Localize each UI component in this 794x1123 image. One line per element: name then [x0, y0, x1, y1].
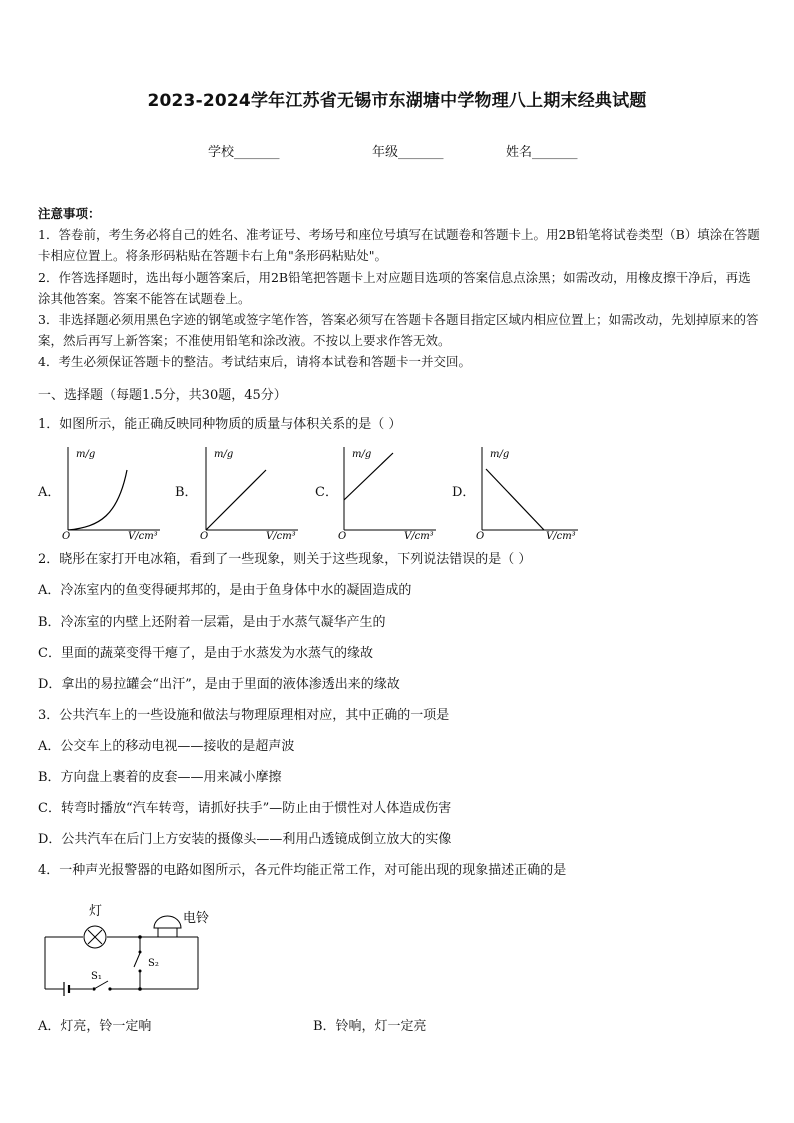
q1-graph-c: [336, 445, 441, 540]
notes-item-2: 2．作答选择题时，选出每小题答案后，用2B铅笔把答题卡上对应题目选项的答案信息点涂黑；如需改动，用橡皮擦干净后，再选涂其他答案。答案不能答在试题卷上。: [38, 269, 751, 306]
bell-icon: [154, 916, 181, 928]
q4-stem: 4．一种声光报警器的电路如图所示，各元件均能正常工作，对可能出现的现象描述正确的是: [38, 863, 567, 878]
q1-graph-b: [198, 445, 303, 540]
notes-item-3: 3．非选择题必须用黑色字迹的钢笔或签字笔作答，答案必须写在答题卡各题目指定区域内相应位置上；如需改动，先划掉原来的答案，然后再写上新答案；不准使用铅笔和涂改液。不按以上要求作答无效。: [38, 312, 759, 349]
q1-option-c-label: C．: [315, 485, 338, 500]
q4-option-b: B．铃响，灯一定亮: [313, 1019, 427, 1034]
q1-b-xlabel: V/cm³: [266, 531, 296, 540]
s2-label: S₂: [148, 958, 159, 969]
q3-option-a: A．公交车上的移动电视——接收的是超声波: [38, 739, 295, 754]
q1-a-ylabel: m/g: [76, 449, 96, 460]
q4-circuit-diagram: [38, 895, 218, 1000]
q2-option-b: B．冷冻室的内壁上还附着一层霜，是由于水蒸气凝华产生的: [38, 615, 386, 630]
school-field: 学校_______: [208, 145, 280, 160]
q3-option-b: B．方向盘上裹着的皮套——用来减小摩擦: [38, 770, 282, 785]
q1-d-xlabel: V/cm³: [546, 531, 576, 540]
q1-graph-a: [60, 445, 165, 540]
q1-a-xlabel: V/cm³: [128, 531, 158, 540]
q1-d-ylabel: m/g: [490, 449, 510, 460]
q1-option-d-label: D．: [452, 485, 476, 500]
q1-d-origin: O: [476, 531, 485, 540]
notes-item-1: 1．答卷前，考生务必将自己的姓名、准考证号、考场号和座位号填写在试题卷和答题卡上。用2B铅笔将试卷类型（B）填涂在答题卡相应位置上。将条形码粘贴在答题卡右上角"条形码粘贴处"。: [38, 227, 760, 264]
notes-item-4: 4．考生必须保证答题卡的整洁。考试结束后，请将本试卷和答题卡一并交回。: [38, 354, 471, 370]
q1-a-origin: O: [62, 531, 71, 540]
q2-option-c: C．里面的蔬菜变得干瘪了，是由于水蒸发为水蒸气的缘故: [38, 646, 373, 661]
section-heading: 一、选择题（每题1.5分，共30题，45分）: [38, 388, 287, 403]
q1-option-a-label: A．: [38, 485, 61, 500]
q2-stem: 2．晓彤在家打开电冰箱，看到了一些现象，则关于这些现象，下列说法错误的是（ ）: [38, 552, 532, 567]
switch-s2: [134, 953, 140, 967]
q3-option-c: C．转弯时播放“汽车转弯，请抓好扶手”—防止由于惯性对人体造成伤害: [38, 801, 452, 816]
q1-stem: 1．如图所示，能正确反映同种物质的质量与体积关系的是（ ）: [38, 417, 402, 432]
q1-c-xlabel: V/cm³: [404, 531, 434, 540]
lamp-label: 灯: [89, 904, 103, 919]
notes-block: [38, 203, 760, 373]
q2-option-d: D．拿出的易拉罐会“出汗”，是由于里面的液体渗透出来的缘故: [38, 677, 400, 692]
q3-option-d: D．公共汽车在后门上方安装的摄像头——利用凸透镜成倒立放大的实像: [38, 832, 452, 847]
name-field: 姓名_______: [506, 145, 578, 160]
notes-heading: 注意事项：: [38, 206, 101, 221]
page-title: 2023-2024学年江苏省无锡市东湖塘中学物理八上期末经典试题: [147, 91, 647, 111]
q3-stem: 3．公共汽车上的一些设施和做法与物理原理相对应，其中正确的一项是: [38, 708, 450, 723]
q1-c-origin: O: [338, 531, 347, 540]
q1-b-origin: O: [200, 531, 209, 540]
q2-option-a: A．冷冻室内的鱼变得硬邦邦的，是由于鱼身体中水的凝固造成的: [38, 583, 412, 598]
switch-s1: [94, 981, 108, 989]
bell-label: 电铃: [183, 911, 210, 926]
q1-c-ylabel: m/g: [352, 449, 372, 460]
q1-b-ylabel: m/g: [214, 449, 234, 460]
q1-option-b-label: B．: [175, 485, 198, 500]
s1-label: S₁: [91, 971, 102, 982]
q4-option-a: A．灯亮，铃一定响: [38, 1019, 152, 1034]
grade-field: 年级_______: [372, 145, 444, 160]
q1-graph-d: [474, 445, 584, 540]
